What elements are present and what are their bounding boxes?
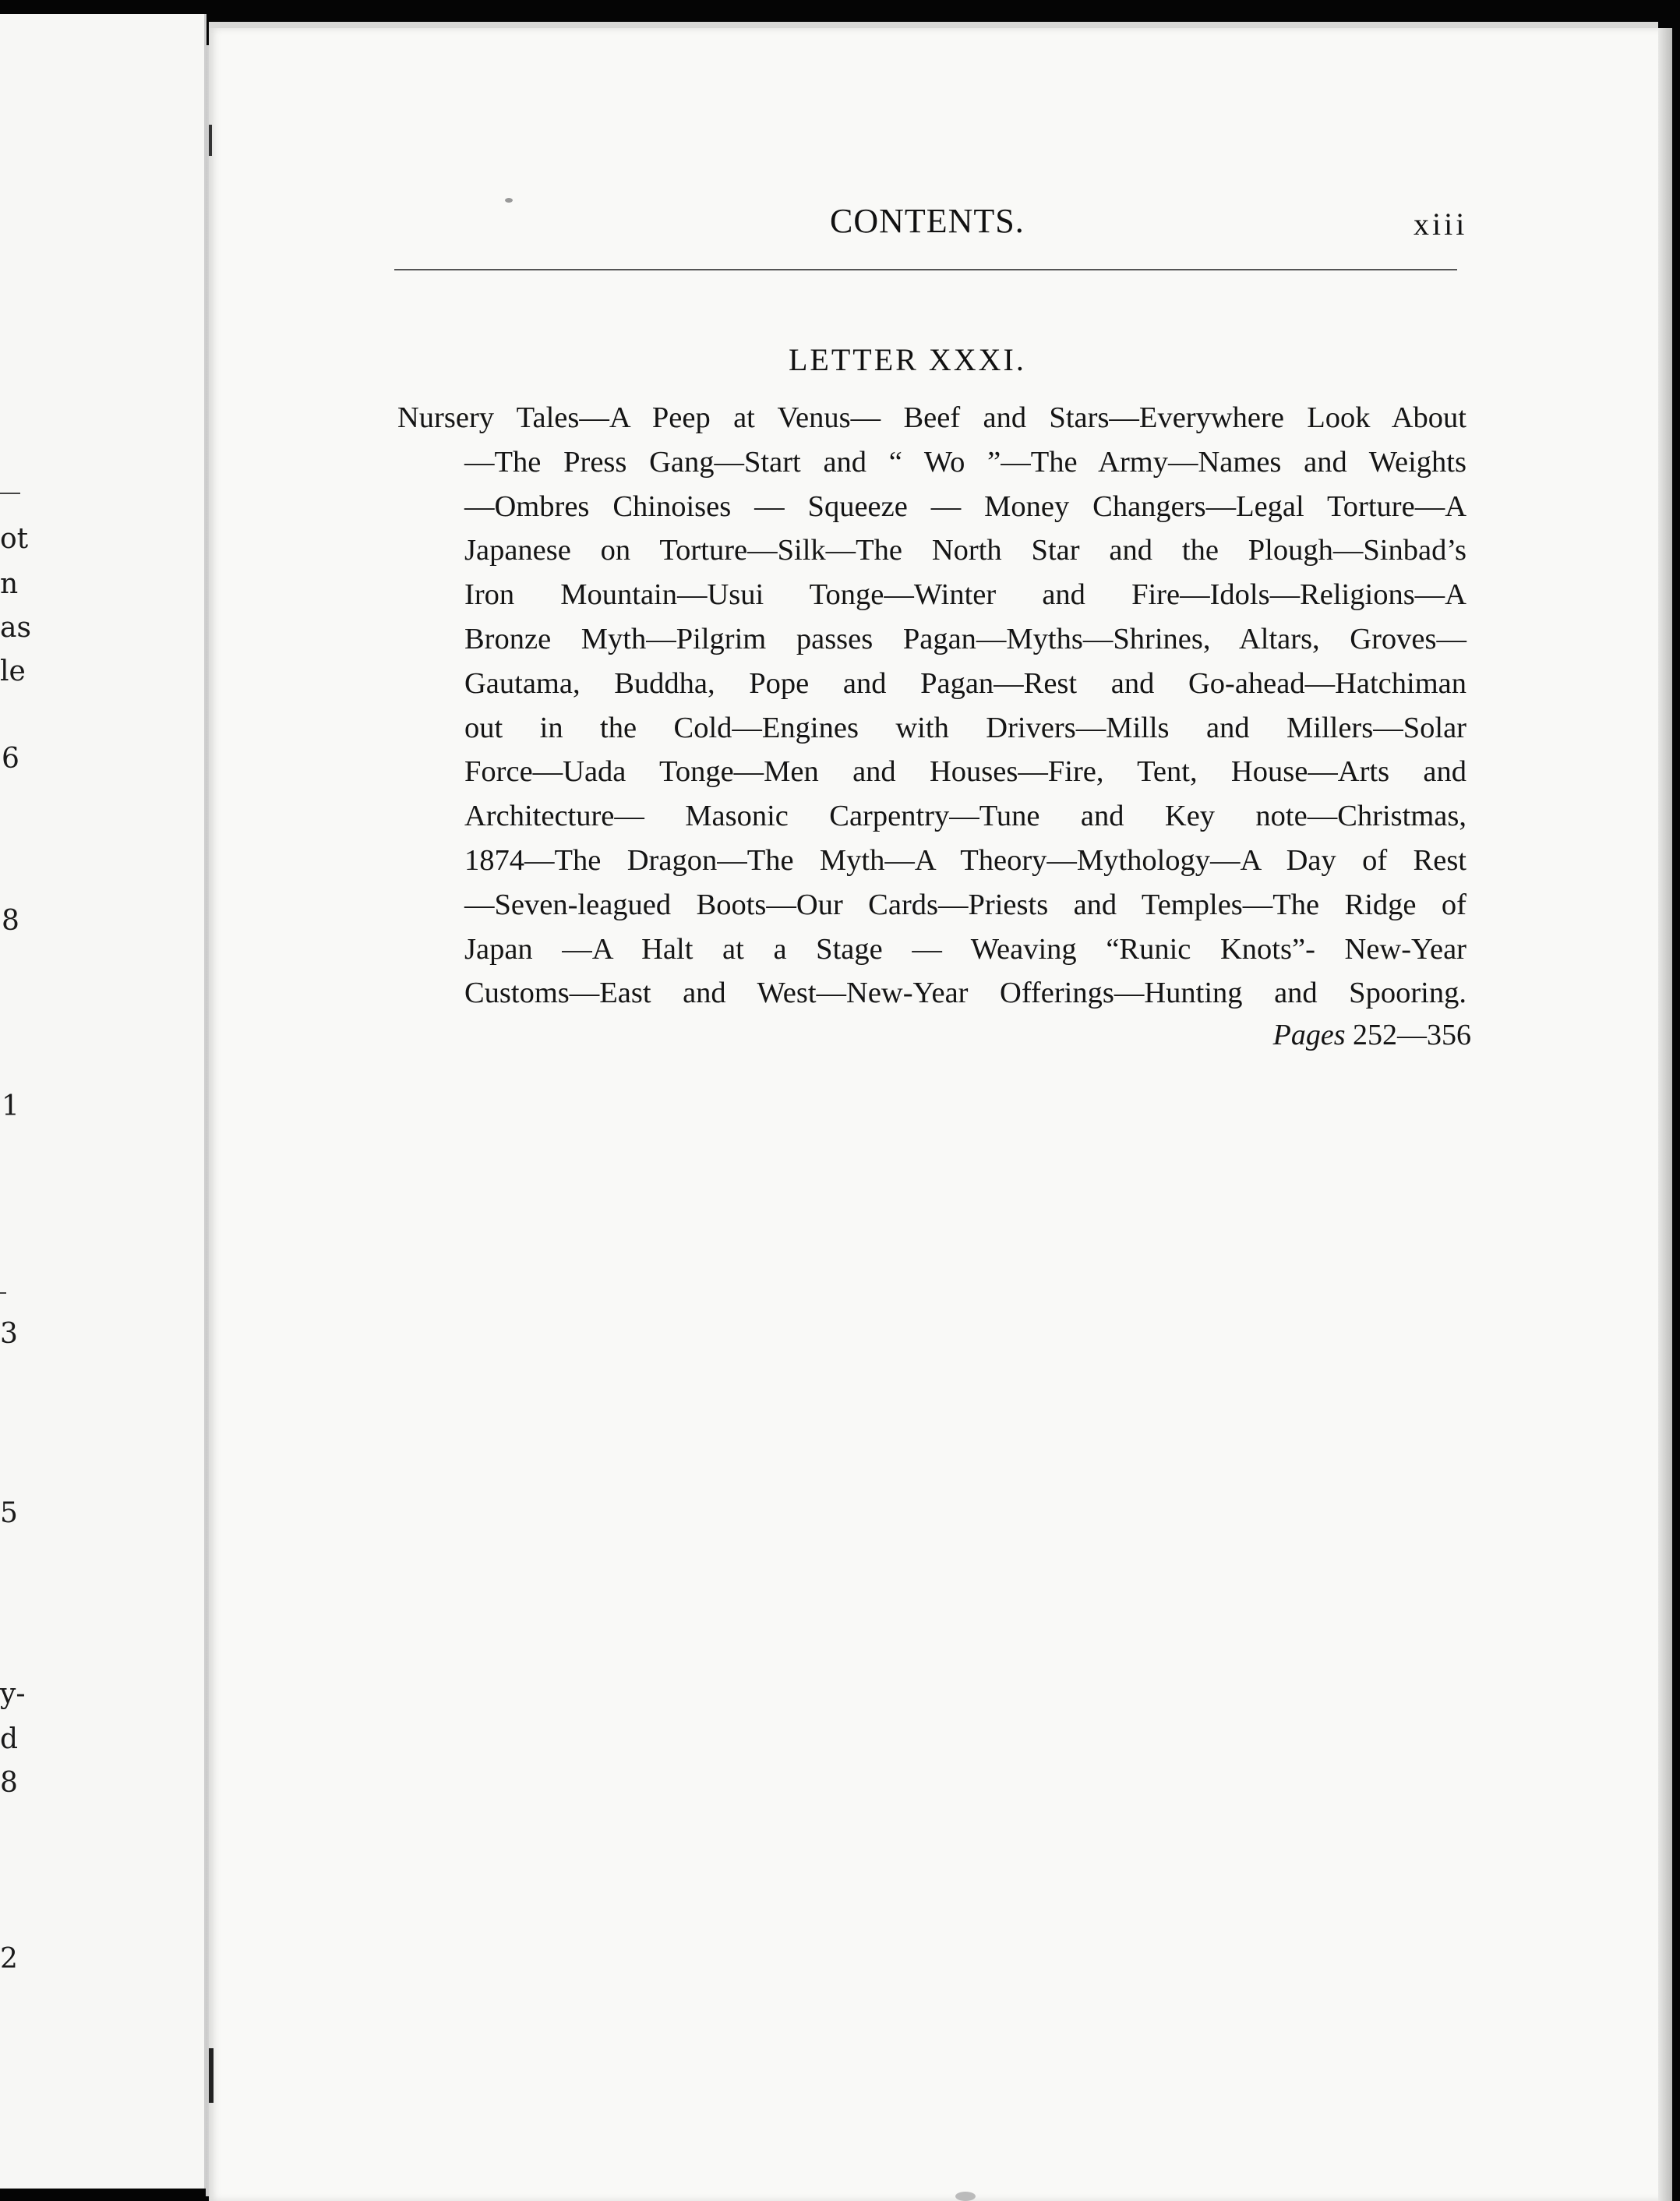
left-page-fragment (0, 14, 206, 2189)
synopsis-line: 1874—The Dragon—The Myth—A Theory—Mythology—A Day of Rest (464, 843, 1466, 877)
left-page-rule (0, 493, 20, 494)
page-right-edge (1658, 28, 1672, 2201)
synopsis-line: Iron Mountain—Usui Tonge—Winter and Fire—Idols—Religions—A (464, 578, 1466, 612)
synopsis-line: Japan —A Halt at a Stage — Weaving “Runic Knots”- New-Year (464, 932, 1466, 966)
left-fragment: ot (0, 523, 29, 555)
running-head: CONTENTS. (830, 202, 1025, 240)
left-fragment: 6 (2, 743, 19, 775)
header-rule (394, 269, 1457, 270)
letter-synopsis (397, 396, 1466, 1016)
letter-heading: LETTER XXXI. (789, 342, 1026, 377)
pages-label: Pages (1272, 1019, 1346, 1051)
synopsis-line: Customs—East and West—New-Year Offerings—Hunting and Spooring. (464, 977, 1466, 1010)
synopsis-line: Architecture— Masonic Carpentry—Tune and Key note—Christmas, (464, 800, 1466, 833)
page-range (1273, 1018, 1471, 1052)
left-fragment: 1 (2, 1090, 19, 1122)
pages-range-value: 252—356 (1353, 1019, 1471, 1051)
left-fragment: 5 (0, 1497, 18, 1529)
synopsis-line: Bronze Myth—Pilgrim passes Pagan—Myths—Shrines, Altars, Groves— (464, 622, 1466, 655)
paper-speck (955, 2192, 976, 2201)
left-fragment: as (0, 612, 31, 644)
synopsis-line: —Ombres Chinoises — Squeeze — Money Changers—Legal Torture—A (464, 489, 1466, 523)
synopsis-line: Japanese on Torture—Silk—The North Star and the Plough—Sinbad’s (464, 534, 1466, 567)
gutter-mark (209, 2048, 214, 2103)
synopsis-line: Gautama, Buddha, Pope and Pagan—Rest and Go-ahead—Hatchiman (464, 666, 1466, 700)
left-fragment: 8 (2, 905, 19, 937)
paper-speck (505, 198, 513, 203)
synopsis-line: Force—Uada Tonge—Men and Houses—Fire, Tent, House—Arts and (464, 755, 1466, 789)
synopsis-line: —The Press Gang—Start and “ Wo ”—The Army—Names and Weights (464, 445, 1466, 479)
synopsis-line: Nursery Tales—A Peep at Venus— Beef and Stars—Everywhere Look About (397, 401, 1466, 434)
synopsis-line: out in the Cold—Engines with Drivers—Mills and Millers—Solar (464, 711, 1466, 744)
gutter-mark (209, 125, 212, 156)
synopsis-line: —Seven-leagued Boots—Our Cards—Priests and Temples—The Ridge of (464, 888, 1466, 921)
left-fragment: 3 (0, 1318, 18, 1350)
left-fragment: y- (0, 1678, 26, 1710)
left-fragment: le (0, 655, 26, 687)
left-fragment: 2 (0, 1943, 18, 1975)
left-fragment: n (0, 568, 19, 600)
left-fragment: 8 (0, 1767, 18, 1799)
left-page-rule (0, 1292, 6, 1294)
page-number: xiii (1414, 207, 1468, 242)
left-fragment: d (0, 1723, 19, 1755)
